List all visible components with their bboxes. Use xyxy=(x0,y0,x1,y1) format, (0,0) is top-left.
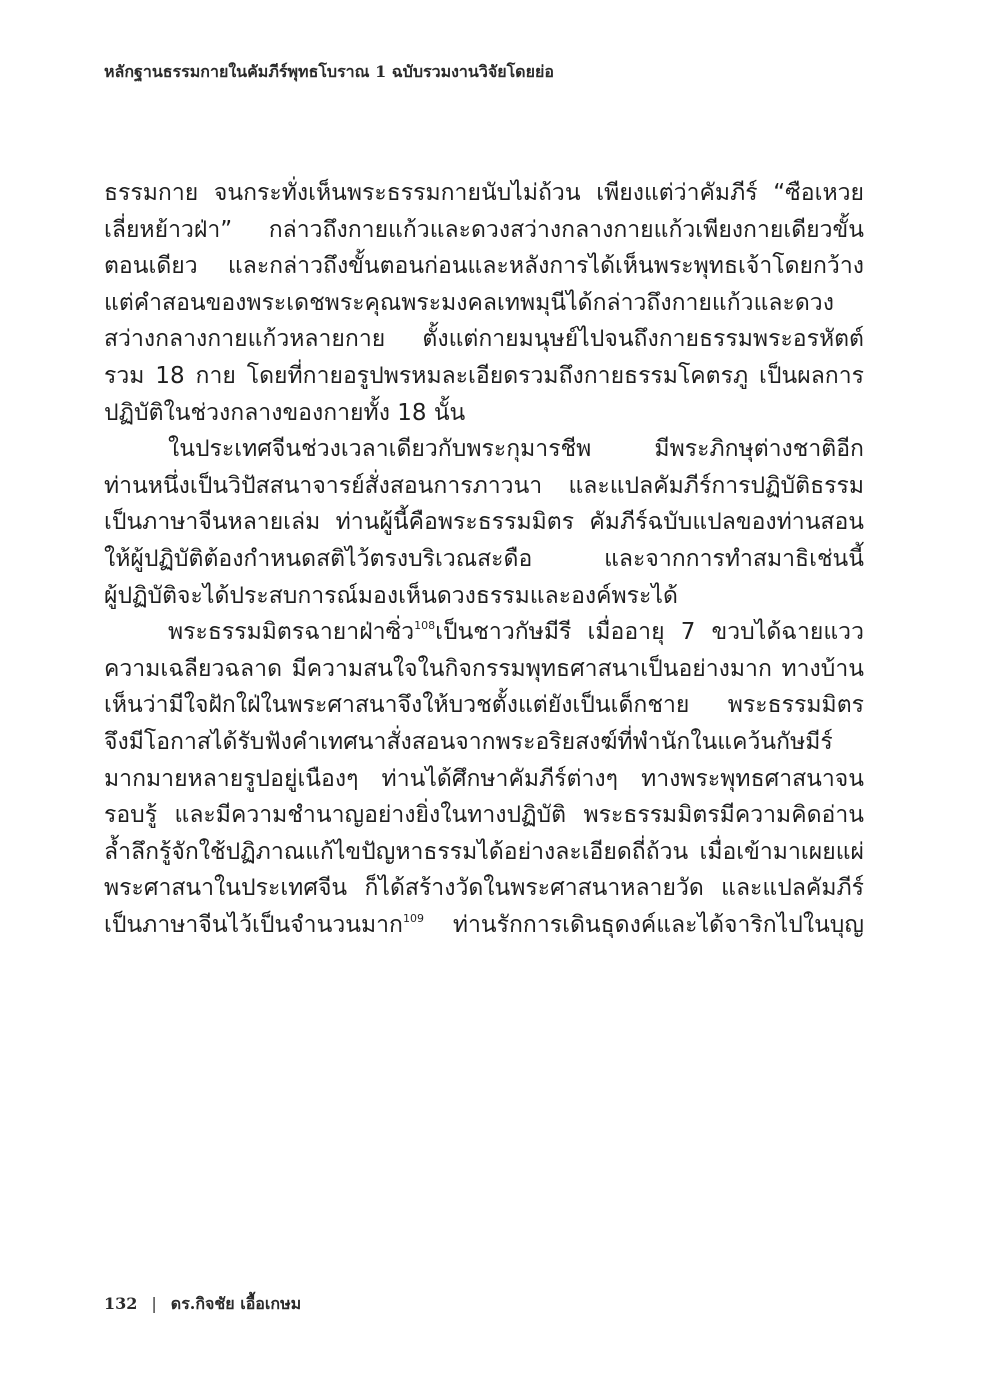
footnote-ref-108: 108 xyxy=(414,619,436,633)
body-text xyxy=(104,175,864,943)
paragraph-3-text: เป็นชาวกัษมีรี เมื่ออายุ 7 ขวบได้ฉายแวว xyxy=(435,619,864,646)
paragraph-1-line: เลี่ยหย้าวฝ่า” กล่าวถึงกายแก้วและดวงสว่างกลางกายแก้วเพียงกายเดียวขั้น xyxy=(104,216,864,243)
paragraph-3-first-line xyxy=(104,614,864,651)
paragraph-1-line: รวม 18 กาย โดยที่กายอรูปพรหมละเอียดรวมถึงกายธรรมโคตรภู เป็นผลการ xyxy=(104,362,864,389)
paragraph-1-line: แต่คำสอนของพระเดชพระคุณพระมงคลเทพมุนีได้กล่าวถึงกายแก้วและดวง xyxy=(104,289,834,316)
paragraph-1-line: ปฏิบัติในช่วงกลางของกายทั้ง 18 นั้น xyxy=(104,399,466,426)
paragraph-3-text: เป็นภาษาจีนไว้เป็นจำนวนมาก xyxy=(104,911,403,938)
paragraph-2-line: ให้ผู้ปฏิบัติต้องกำหนดสติไว้ตรงบริเวณสะดือ และจากการทำสมาธิเช่นนี้ xyxy=(104,545,864,572)
author-name: ดร.กิจชัย เอื้อเกษม xyxy=(170,1294,302,1313)
running-header: หลักฐานธรรมกายในคัมภีร์พุทธโบราณ 1 ฉบับรวมงานวิจัยโดยย่อ xyxy=(104,62,554,81)
footnote-ref-109: 109 xyxy=(402,911,424,925)
paragraph-3-line: จึงมีโอกาสได้รับฟังคำเทศนาสั่งสอนจากพระอริยสงฆ์ที่พำนักในแคว้นกัษมีร์ xyxy=(104,728,833,755)
paragraph-3-line: พระศาสนาในประเทศจีน ก็ได้สร้างวัดในพระศาสนาหลายวัด และแปลคัมภีร์ xyxy=(104,875,864,902)
paragraph-2-line: เป็นภาษาจีนหลายเล่ม ท่านผู้นี้คือพระธรรมมิตร คัมภีร์ฉบับแปลของท่านสอน xyxy=(104,509,864,536)
page-number: 132 xyxy=(104,1294,138,1313)
paragraph-3-last-line xyxy=(104,907,864,944)
paragraph-1-line: ธรรมกาย จนกระทั่งเห็นพระธรรมกายนับไม่ถ้วน เพียงแต่ว่าคัมภีร์ “ซือเหวย xyxy=(104,180,864,206)
paragraph-3-line: รอบรู้ และมีความชำนาญอย่างยิ่งในทางปฏิบัติ พระธรรมมิตรมีความคิดอ่าน xyxy=(104,802,864,829)
paragraph-2-line: ผู้ปฏิบัติจะได้ประสบการณ์มองเห็นดวงธรรมและองค์พระได้ xyxy=(104,582,678,609)
footer-separator: | xyxy=(151,1294,157,1313)
paragraph-3-line: ความเฉลียวฉลาด มีความสนใจในกิจกรรมพุทธศาสนาเป็นอย่างมาก ทางบ้าน xyxy=(104,655,864,682)
page-footer xyxy=(104,1292,301,1317)
paragraph-2-line: ในประเทศจีนช่วงเวลาเดียวกับพระกุมารชีพ มีพระภิกษุต่างชาติอีก xyxy=(168,436,864,463)
paragraph-3-line: ล้ำลึกรู้จักใช้ปฏิภาณแก้ไขปัญหาธรรมได้อย่างละเอียดถี่ถ้วน เมื่อเข้ามาเผยแผ่ xyxy=(104,838,864,865)
paragraph-1-line: สว่างกลางกายแก้วหลายกาย ตั้งแต่กายมนุษย์ไปจนถึงกายธรรมพระอรหัตต์ xyxy=(104,326,864,353)
paragraph-3-text: พระธรรมมิตรฉายาฝ่าซิ่ว xyxy=(168,619,415,646)
paragraph-3-line: เห็นว่ามีใจฝักใฝ่ในพระศาสนาจึงให้บวชตั้งแต่ยังเป็นเด็กชาย พระธรรมมิตร xyxy=(104,692,864,719)
paragraph-1-line: ตอนเดียว และกล่าวถึงขั้นตอนก่อนและหลังการได้เห็นพระพุทธเจ้าโดยกว้าง xyxy=(104,253,864,280)
paragraph-3-text: ท่านรักการเดินธุดงค์และได้จาริกไปในบุญ xyxy=(423,911,864,938)
paragraph-2-line: ท่านหนึ่งเป็นวิปัสสนาจารย์สั่งสอนการภาวนา และแปลคัมภีร์การปฏิบัติธรรม xyxy=(104,472,864,499)
paragraph-3-line: มากมายหลายรูปอยู่เนืองๆ ท่านได้ศึกษาคัมภีร์ต่างๆ ทางพระพุทธศาสนาจน xyxy=(104,765,864,792)
